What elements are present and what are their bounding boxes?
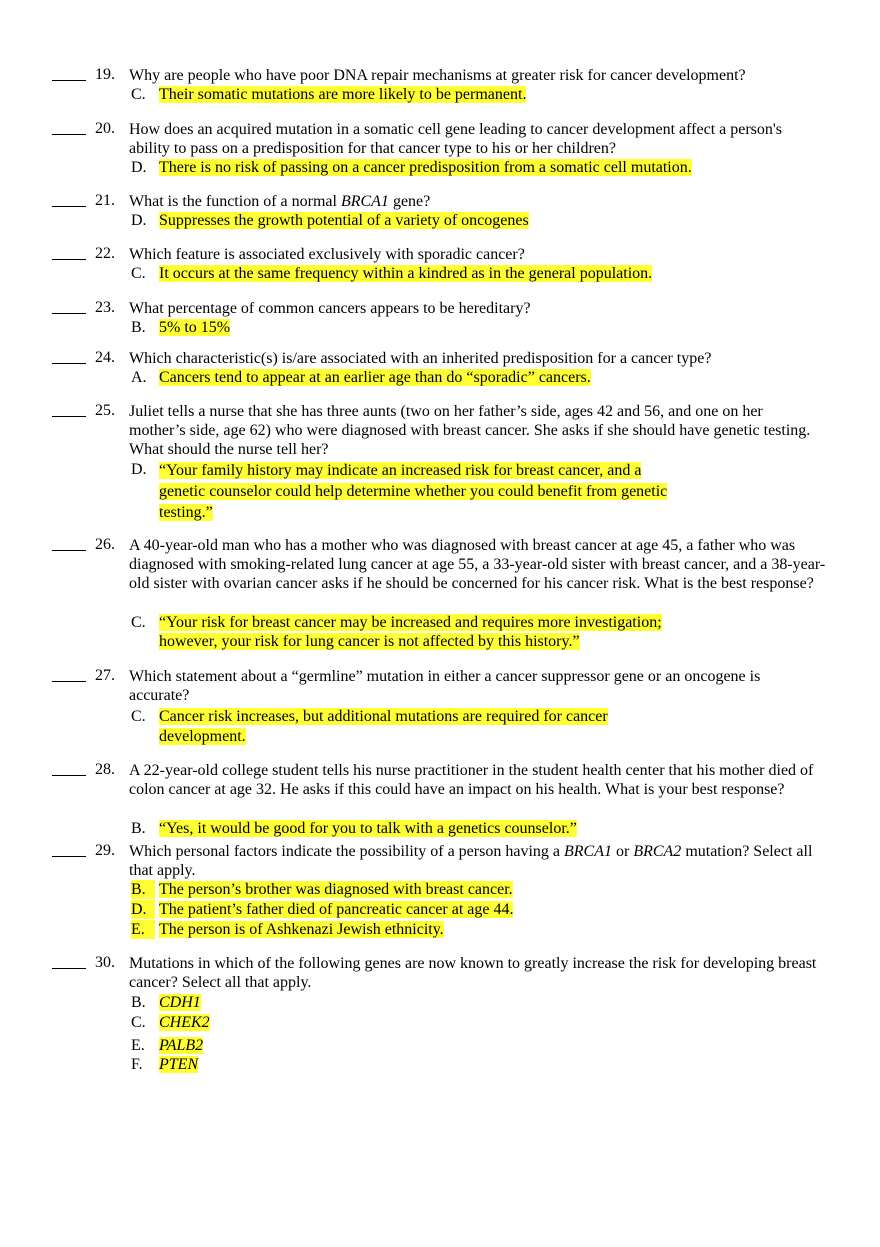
question-stem: How does an acquired mutation in a somatic cell gene leading to cancer development affect a person's ability to pass on a predisposition for that cancer type to his or her children? xyxy=(129,121,783,157)
answer-text: “Your risk for breast cancer may be increased and requires more investigation; however, your risk for lung cancer is not affected by this history.” xyxy=(159,614,662,650)
answer-blank[interactable] xyxy=(52,245,86,260)
answer-letter: C. xyxy=(131,614,146,631)
answer-text: CDH1 xyxy=(159,994,201,1011)
answer-letter: E. xyxy=(131,1037,145,1054)
answer-letter: B. xyxy=(131,319,146,336)
question-stem: What is the function of a normal BRCA1 gene? xyxy=(129,193,431,210)
answer-text: The patient’s father died of pancreatic cancer at age 44. xyxy=(159,901,514,918)
answer-blank[interactable] xyxy=(52,402,86,417)
question-stem: Why are people who have poor DNA repair mechanisms at greater risk for cancer development? xyxy=(129,67,746,84)
question-stem: Which feature is associated exclusively with sporadic cancer? xyxy=(129,246,525,263)
answer-text: Cancer risk increases, but additional mutations are required for cancer development. xyxy=(159,708,608,745)
answer-letter: D. xyxy=(131,461,147,478)
question-number: 19. xyxy=(95,66,115,83)
answer-text: The person is of Ashkenazi Jewish ethnicity. xyxy=(159,921,444,938)
answer-blank[interactable] xyxy=(52,192,86,207)
answer-text: The person’s brother was diagnosed with breast cancer. xyxy=(159,881,513,898)
answer-text: PALB2 xyxy=(159,1037,204,1054)
answer-text: PTEN xyxy=(159,1056,199,1073)
answer-text: “Yes, it would be good for you to talk with a genetics counselor.” xyxy=(159,820,577,837)
answer-letter: C. xyxy=(131,86,146,103)
answer-letter: D. xyxy=(131,900,155,919)
answer-blank[interactable] xyxy=(52,299,86,314)
question-stem: Which statement about a “germline” mutation in either a cancer suppressor gene or an oncogene is accurate? xyxy=(129,668,761,704)
question-stem: A 40-year-old man who has a mother who was diagnosed with breast cancer at age 45, a father who was diagnosed with smoking-related lung cancer at age 55, a 33-year-old sister with breast cancer, and a 38-year-old sister with ovarian cancer asks if he should be concerned for his cancer risk. What is the best response? xyxy=(129,537,826,592)
answer-blank[interactable] xyxy=(52,120,86,135)
answer-blank[interactable] xyxy=(52,954,86,969)
answer-letter: A. xyxy=(131,369,147,386)
question-stem: A 22-year-old college student tells his nurse practitioner in the student health center that his mother died of colon cancer at age 32. He asks if this could have an impact on his health. What is your best response? xyxy=(129,762,814,798)
answer-blank[interactable] xyxy=(52,667,86,682)
question-number: 27. xyxy=(95,667,115,684)
question-number: 29. xyxy=(95,842,115,859)
answer-text: Cancers tend to appear at an earlier age than do “sporadic” cancers. xyxy=(159,369,591,386)
question-number: 25. xyxy=(95,402,115,419)
answer-text: It occurs at the same frequency within a kindred as in the general population. xyxy=(159,265,653,282)
question-number: 26. xyxy=(95,536,115,553)
answer-blank[interactable] xyxy=(52,349,86,364)
question-number: 24. xyxy=(95,349,115,366)
question-stem: Which characteristic(s) is/are associated with an inherited predisposition for a cancer type? xyxy=(129,350,712,367)
answer-blank[interactable] xyxy=(52,842,86,857)
question-number: 30. xyxy=(95,954,115,971)
answer-letter: C. xyxy=(131,265,146,282)
question-number: 22. xyxy=(95,245,115,262)
answer-blank[interactable] xyxy=(52,66,86,81)
answer-letter: C. xyxy=(131,708,146,725)
answer-letter: B. xyxy=(131,820,146,837)
answer-text: Their somatic mutations are more likely to be permanent. xyxy=(159,86,527,103)
answer-letter: C. xyxy=(131,1014,146,1031)
answer-text: 5% to 15% xyxy=(159,319,231,336)
question-stem: Which personal factors indicate the possibility of a person having a BRCA1 or BRCA2 mutation? Select all that apply. xyxy=(129,843,813,879)
answer-letter: D. xyxy=(131,212,147,229)
answer-letter: D. xyxy=(131,159,147,176)
question-number: 28. xyxy=(95,761,115,778)
question-number: 23. xyxy=(95,299,115,316)
answer-letter: F. xyxy=(131,1056,143,1073)
answer-text: Suppresses the growth potential of a variety of oncogenes xyxy=(159,212,529,229)
answer-blank[interactable] xyxy=(52,536,86,551)
answer-text: “Your family history may indicate an increased risk for breast cancer, and a genetic counselor could help determine whether you could benefit from genetic testing.” xyxy=(159,462,668,521)
answer-letter: B. xyxy=(131,994,146,1011)
question-number: 20. xyxy=(95,120,115,137)
question-number: 21. xyxy=(95,192,115,209)
answer-text: There is no risk of passing on a cancer predisposition from a somatic cell mutation. xyxy=(159,159,692,176)
question-stem: What percentage of common cancers appears to be hereditary? xyxy=(129,300,531,317)
question-stem: Mutations in which of the following genes are now known to greatly increase the risk for developing breast cancer? Select all that apply. xyxy=(129,955,817,991)
question-stem: Juliet tells a nurse that she has three aunts (two on her father’s side, ages 42 and 56, and one on her mother’s side, age 62) who were diagnosed with breast cancer. She asks if she should have genetic testing. What should the nurse tell her? xyxy=(129,403,811,458)
answer-letter: B. xyxy=(131,880,155,899)
answer-text: CHEK2 xyxy=(159,1014,210,1031)
answer-letter: E. xyxy=(131,920,155,939)
answer-blank[interactable] xyxy=(52,761,86,776)
